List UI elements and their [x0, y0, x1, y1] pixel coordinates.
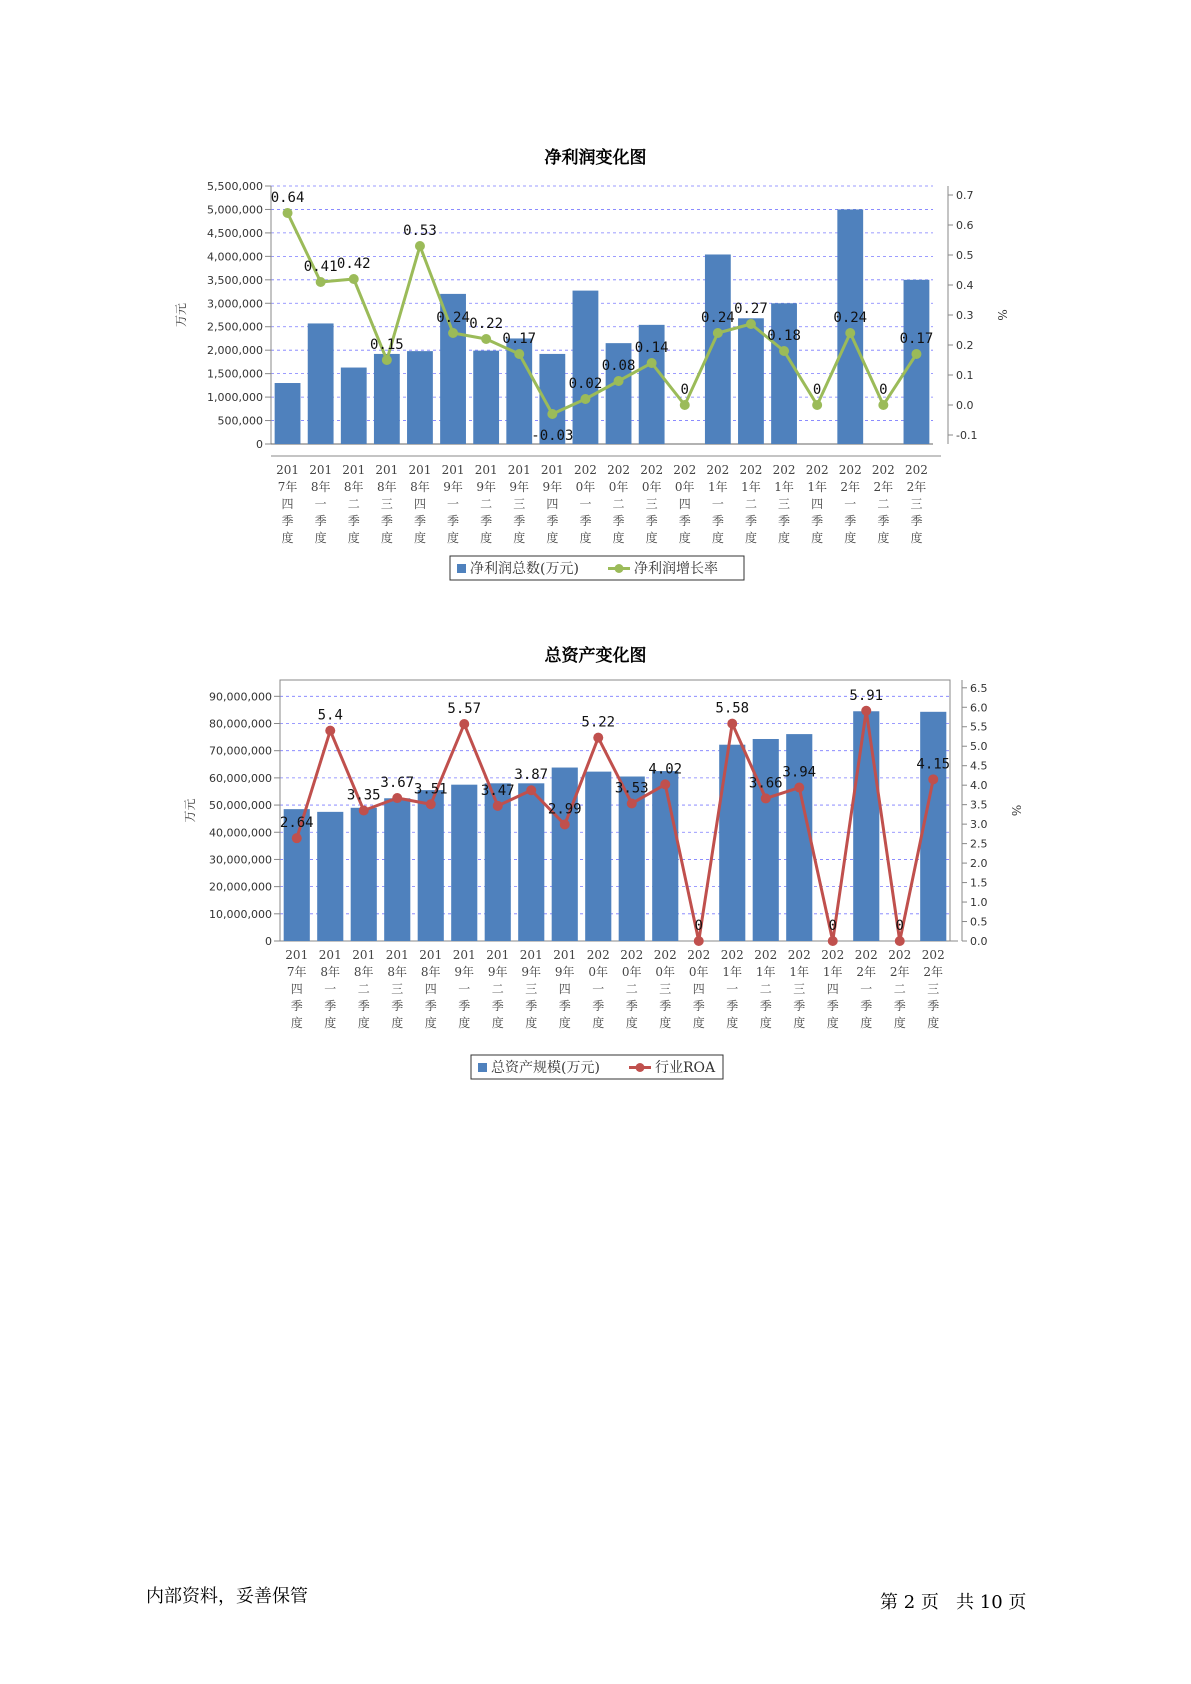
y-tick-label: 1,000,000: [207, 391, 263, 405]
legend-line-marker: [636, 1063, 645, 1072]
x-tick-label: 202 1年四季度: [805, 463, 829, 545]
legend-line-label: 净利润增长率: [634, 561, 718, 577]
y-tick-label: 40,000,000: [209, 826, 272, 840]
y2-tick-label: 0.6: [956, 219, 974, 232]
data-label: 0.18: [767, 328, 801, 344]
data-label: 4.02: [648, 761, 683, 778]
bar: [351, 808, 377, 941]
y2-tick-label: 0.0: [970, 935, 988, 948]
y2-tick-label: 0.1: [956, 369, 974, 382]
data-label: 2.64: [279, 815, 314, 832]
line-point: [459, 719, 469, 729]
y2-tick-label: 2.5: [970, 837, 988, 851]
bar: [585, 772, 611, 941]
chart1-title: 净利润变化图: [544, 148, 647, 168]
y-axis-title: 万元: [183, 798, 197, 823]
y2-axis-title: %: [1009, 804, 1023, 817]
y-tick-label: 80,000,000: [209, 717, 272, 731]
y-tick-label: 5,500,000: [207, 180, 263, 193]
x-tick-label: 201 9年一季度: [441, 463, 465, 545]
y2-tick-label: 0.4: [956, 279, 974, 292]
x-tick-label: 201 7年四季度: [285, 948, 309, 1030]
y-tick-label: 2,000,000: [207, 344, 263, 358]
line-point: [526, 785, 536, 795]
line-point: [493, 801, 503, 811]
x-tick-label: 202 0年四季度: [673, 463, 697, 545]
y-tick-label: 10,000,000: [209, 907, 272, 921]
x-tick-label: 202 1年一季度: [706, 463, 730, 545]
bar: [652, 771, 678, 941]
y2-tick-label: 2.0: [970, 857, 988, 871]
y-tick-label: 0: [265, 935, 272, 948]
data-label: 5.58: [715, 700, 750, 717]
y2-tick-label: 1.5: [970, 876, 988, 890]
x-tick-label: 202 2年一季度: [838, 463, 862, 545]
line-point: [828, 936, 838, 946]
line-point: [761, 793, 771, 803]
footer-page-number: 第 2 页 共 10 页: [880, 1592, 1027, 1613]
y-tick-label: 70,000,000: [209, 744, 272, 758]
x-tick-label: 201 9年二季度: [474, 463, 498, 545]
line-point: [392, 793, 402, 803]
x-tick-label: 201 8年二季度: [342, 463, 366, 545]
data-label: 0: [812, 382, 822, 398]
x-tick-label: 202 2年二季度: [871, 463, 895, 545]
y2-tick-label: 6.0: [970, 701, 988, 715]
y2-tick-label: 6.5: [970, 681, 988, 695]
y2-tick-label: 0.2: [956, 339, 974, 352]
y-tick-label: 4,500,000: [207, 226, 263, 240]
chart2-title: 总资产变化图: [544, 646, 647, 666]
y2-tick-label: 0.3: [956, 309, 974, 322]
data-label: 0.64: [270, 190, 305, 206]
data-label: 0: [895, 918, 904, 934]
x-tick-label: 201 8年三季度: [375, 463, 399, 545]
y-axis-title: 万元: [174, 302, 188, 328]
bar: [451, 785, 477, 941]
bar: [317, 812, 343, 941]
data-label: -0.03: [531, 428, 574, 444]
data-label: 0.41: [303, 259, 338, 275]
line-point: [292, 833, 302, 843]
y-tick-label: 1,500,000: [207, 367, 263, 381]
y-tick-label: 20,000,000: [209, 880, 272, 894]
bar: [853, 711, 879, 941]
x-tick-label: 201 9年四季度: [540, 463, 564, 545]
data-label: 0.24: [833, 310, 868, 326]
y2-axis-title: %: [995, 309, 1009, 321]
y2-tick-label: 5.0: [970, 740, 988, 754]
x-tick-label: 202 0年一季度: [573, 463, 597, 545]
data-label: 0: [694, 918, 703, 934]
x-tick-label: 201 9年三季度: [519, 948, 543, 1030]
data-label: 0.24: [436, 310, 470, 326]
data-label: 2.99: [547, 801, 582, 818]
x-tick-label: 201 8年二季度: [352, 948, 376, 1030]
x-tick-label: 201 9年二季度: [486, 948, 510, 1030]
data-label: 0.02: [568, 376, 603, 392]
x-tick-label: 202 0年四季度: [687, 948, 711, 1030]
data-label: 0: [879, 382, 888, 398]
y-tick-label: 5,000,000: [207, 203, 263, 217]
data-label: 5.57: [447, 701, 482, 718]
x-tick-label: 202 1年二季度: [754, 948, 778, 1030]
line-point: [861, 706, 871, 716]
data-label: 5.22: [581, 714, 616, 731]
data-label: 0: [828, 918, 837, 934]
data-label: 0: [680, 382, 689, 398]
data-label: 0.27: [734, 301, 768, 317]
line-point: [593, 733, 603, 743]
line-point: [727, 719, 737, 729]
line-point: [359, 806, 369, 816]
y2-tick-label: 0.0: [956, 399, 974, 412]
line-point: [694, 936, 704, 946]
y-tick-label: 0: [256, 438, 263, 451]
x-tick-label: 202 2年二季度: [888, 948, 912, 1030]
y2-tick-label: 0.5: [970, 915, 988, 929]
data-label: 3.87: [514, 767, 549, 784]
legend-line-label: 行业ROA: [655, 1060, 716, 1076]
data-label: 0.14: [634, 340, 669, 356]
legend-bar-label: 净利润总数(万元): [470, 561, 579, 577]
y2-tick-label: 5.5: [970, 720, 988, 734]
y2-tick-label: 1.0: [970, 896, 988, 910]
y2-tick-label: 4.0: [970, 779, 988, 793]
x-tick-label: 202 0年三季度: [640, 463, 664, 545]
x-tick-label: 201 8年四季度: [419, 948, 443, 1030]
x-tick-label: 202 1年三季度: [787, 948, 811, 1030]
y2-tick-label: -0.1: [956, 429, 978, 442]
y-tick-label: 3,500,000: [207, 273, 263, 287]
data-label: 0.22: [469, 316, 504, 332]
line-point: [325, 726, 335, 736]
bar: [753, 739, 779, 941]
footer-confidential-note: 内部资料，妥善保管: [146, 1586, 308, 1607]
x-tick-label: 202 0年三季度: [653, 948, 677, 1030]
line-point: [627, 798, 637, 808]
data-label: 0.42: [336, 256, 371, 272]
line-point: [426, 799, 436, 809]
y-tick-label: 50,000,000: [209, 799, 272, 813]
x-tick-label: 202 0年一季度: [586, 948, 610, 1030]
bar: [552, 768, 578, 941]
legend-bar-label: 总资产规模(万元): [491, 1060, 600, 1076]
x-tick-label: 202 2年三季度: [904, 463, 928, 545]
data-label: 3.67: [380, 775, 415, 792]
y2-tick-label: 0.5: [956, 249, 974, 262]
y2-tick-label: 0.7: [956, 189, 974, 202]
data-label: 0.17: [502, 331, 537, 347]
data-label: 4.15: [916, 756, 951, 773]
x-tick-label: 202 2年一季度: [854, 948, 878, 1030]
legend-bar-swatch: [478, 1063, 487, 1072]
y2-tick-label: 3.0: [970, 818, 988, 832]
y-tick-label: 500,000: [217, 414, 263, 428]
y-tick-label: 2,500,000: [207, 320, 263, 334]
data-label: 3.66: [748, 775, 783, 792]
bar: [384, 798, 410, 941]
x-tick-label: 201 9年三季度: [507, 463, 531, 545]
x-tick-label: 202 1年四季度: [821, 948, 845, 1030]
x-tick-label: 202 0年二季度: [607, 463, 631, 545]
line-point: [560, 820, 570, 830]
x-tick-label: 201 8年一季度: [318, 948, 342, 1030]
x-tick-label: 201 7年四季度: [276, 463, 300, 545]
data-label: 0.24: [700, 310, 735, 326]
data-label: 3.53: [614, 780, 649, 797]
x-tick-label: 201 9年一季度: [452, 948, 476, 1030]
x-tick-label: 201 8年三季度: [385, 948, 409, 1030]
x-tick-label: 201 8年四季度: [408, 463, 432, 545]
data-label: 0.15: [369, 337, 404, 353]
bar: [518, 783, 544, 941]
x-tick-label: 202 2年三季度: [921, 948, 945, 1030]
data-label: 5.4: [317, 707, 343, 724]
x-tick-label: 201 8年一季度: [309, 463, 333, 545]
data-label: 3.94: [782, 764, 817, 781]
data-label: 5.91: [849, 687, 884, 704]
y2-tick-label: 3.5: [970, 798, 988, 812]
data-label: 0.17: [899, 331, 934, 347]
line-point: [895, 936, 905, 946]
x-tick-label: 202 0年二季度: [620, 948, 644, 1030]
data-label: 3.35: [346, 787, 381, 804]
x-tick-label: 201 9年四季度: [553, 948, 577, 1030]
data-label: 3.51: [413, 781, 448, 798]
x-tick-label: 202 1年三季度: [772, 463, 796, 545]
x-tick-label: 202 1年二季度: [739, 463, 763, 545]
line-point: [660, 779, 670, 789]
y-tick-label: 60,000,000: [209, 771, 272, 785]
bar: [418, 790, 444, 941]
y-tick-label: 3,000,000: [207, 297, 263, 311]
y2-tick-label: 4.5: [970, 759, 988, 773]
y-tick-label: 4,000,000: [207, 250, 263, 264]
y-tick-label: 90,000,000: [209, 690, 272, 704]
x-tick-label: 202 1年一季度: [720, 948, 744, 1030]
line-point: [928, 774, 938, 784]
data-label: 3.47: [480, 782, 515, 799]
data-label: 0.53: [403, 223, 437, 239]
y-tick-label: 30,000,000: [209, 853, 272, 867]
data-label: 0.08: [601, 358, 636, 374]
line-point: [794, 783, 804, 793]
